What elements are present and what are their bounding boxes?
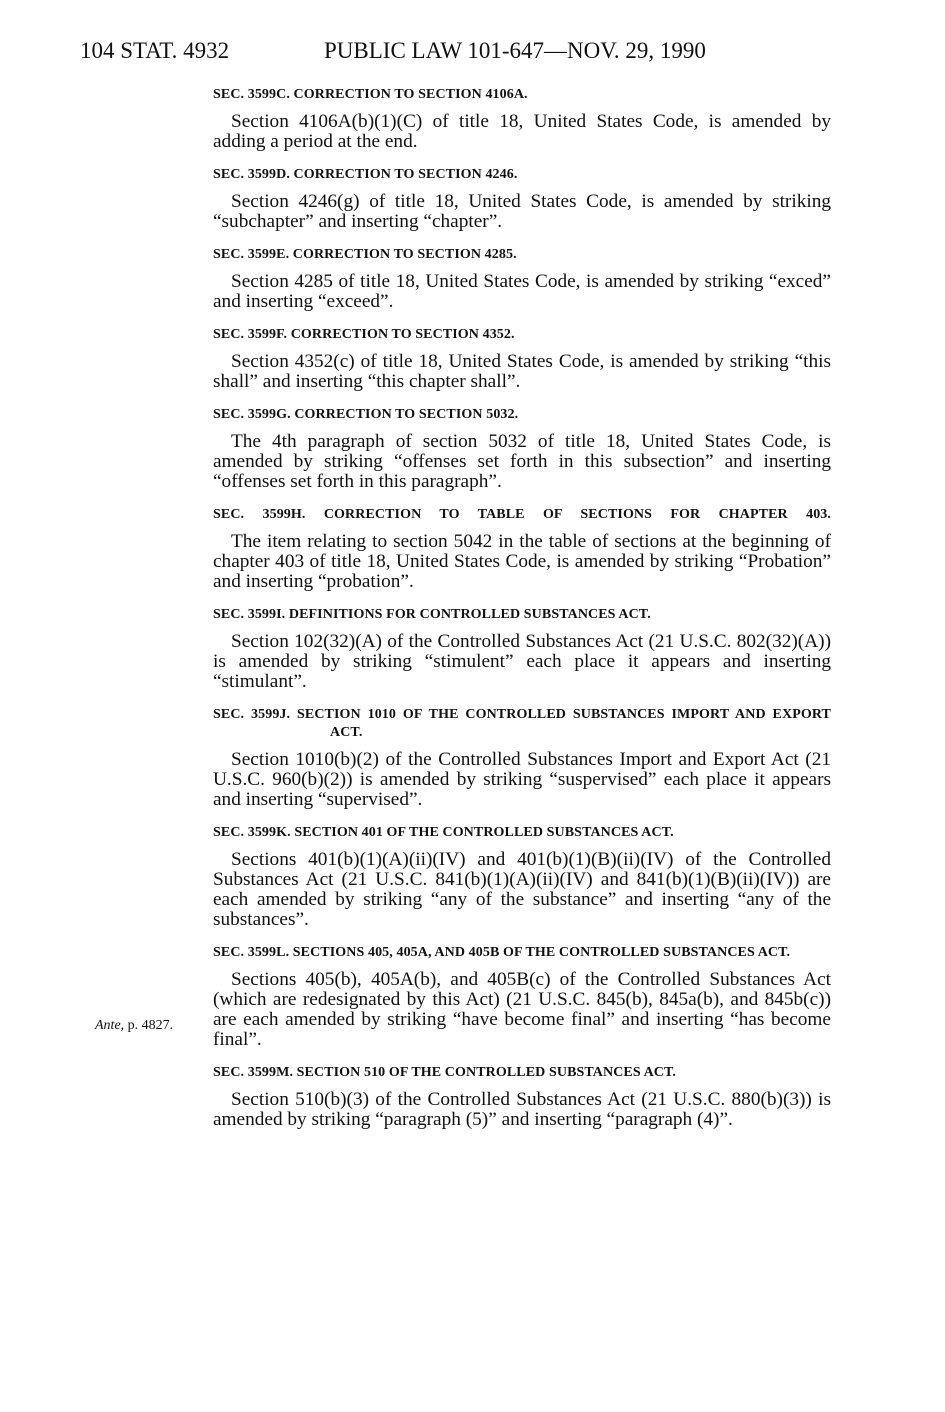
section-text: Section 1010(b)(2) of the Controlled Substances Import and Export Act (21 U.S.C. 960(b)(2)) is amended by striking “suspervised” each place it appears and inserting “supervised”. <box>213 749 831 810</box>
section-heading: SEC. 3599G. CORRECTION TO SECTION 5032. <box>213 407 519 422</box>
section-3599f <box>213 326 831 392</box>
section-3599c <box>213 86 831 152</box>
section-3599m <box>213 1064 831 1130</box>
section-text: Section 4246(g) of title 18, United States Code, is amended by striking “subchapter” and inserting “chapter”. <box>213 191 831 232</box>
section-3599d <box>213 166 831 232</box>
section-text: Section 4352(c) of title 18, United States Code, is amended by striking “this shall” and inserting “this chapter shall”. <box>213 351 831 392</box>
section-text: Sections 401(b)(1)(A)(ii)(IV) and 401(b)(1)(B)(ii)(IV) of the Controlled Substances Act (21 U.S.C. 841(b)(1)(A)(ii)(IV) and 841(b)(1)(B)(ii)(IV)) are each amended by striking “any of the substance” and inserting “any of the substances”. <box>213 849 831 930</box>
stat-page-number: 104 STAT. 4932 <box>80 38 230 63</box>
section-heading: SEC. 3599F. CORRECTION TO SECTION 4352. <box>213 327 515 342</box>
section-text: Sections 405(b), 405A(b), and 405B(c) of the Controlled Substances Act (which are redesignated by this Act) (21 U.S.C. 845(b), 845a(b), and 845b(c)) are each amended by striking “have become final” and inserting “has become final”. <box>213 969 831 1050</box>
running-head <box>80 38 840 68</box>
section-heading: SEC. 3599E. CORRECTION TO SECTION 4285. <box>213 247 517 262</box>
section-text: Section 102(32)(A) of the Controlled Substances Act (21 U.S.C. 802(32)(A)) is amended by striking “stimulent” each place it appears and inserting “stimulant”. <box>213 631 831 692</box>
margin-note <box>95 1018 173 1034</box>
section-text: The item relating to section 5042 in the table of sections at the beginning of chapter 403 of title 18, United States Code, is amended by striking “Probation” and inserting “probation”. <box>213 531 831 592</box>
margin-note-page: p. 4827. <box>127 1018 174 1033</box>
section-3599i <box>213 606 831 692</box>
public-law-citation: PUBLIC LAW 101-647—NOV. 29, 1990 <box>324 38 706 63</box>
section-heading: SEC. 3599C. CORRECTION TO SECTION 4106A. <box>213 87 528 102</box>
section-3599j <box>213 706 831 810</box>
section-text: Section 4106A(b)(1)(C) of title 18, United States Code, is amended by adding a period at the end. <box>213 111 831 152</box>
section-3599l <box>213 944 831 1050</box>
page-body <box>213 86 831 1144</box>
section-heading: SEC. 3599D. CORRECTION TO SECTION 4246. <box>213 167 518 182</box>
margin-note-ante: Ante, <box>95 1018 125 1033</box>
section-heading: SEC. 3599I. DEFINITIONS FOR CONTROLLED SUBSTANCES ACT. <box>213 607 651 622</box>
section-heading: SEC. 3599L. SECTIONS 405, 405A, AND 405B OF THE CONTROLLED SUBSTANCES ACT. <box>213 945 791 960</box>
section-text: Section 510(b)(3) of the Controlled Substances Act (21 U.S.C. 880(b)(3)) is amended by striking “paragraph (5)” and inserting “paragraph (4)”. <box>213 1089 831 1130</box>
section-heading: SEC. 3599K. SECTION 401 OF THE CONTROLLED SUBSTANCES ACT. <box>213 825 674 840</box>
section-text: The 4th paragraph of section 5032 of title 18, United States Code, is amended by striking “offenses set forth in this subsection” and inserting “offenses set forth in this paragraph”. <box>213 431 831 492</box>
section-heading: SEC. 3599H. CORRECTION TO TABLE OF SECTIONS FOR CHAPTER 403. <box>213 507 831 522</box>
section-3599e <box>213 246 831 312</box>
section-heading: SEC. 3599J. SECTION 1010 OF THE CONTROLLED SUBSTANCES IMPORT AND EXPORT ACT. <box>213 707 831 740</box>
section-3599g <box>213 406 831 492</box>
section-heading: SEC. 3599M. SECTION 510 OF THE CONTROLLED SUBSTANCES ACT. <box>213 1065 676 1080</box>
section-text: Section 4285 of title 18, United States Code, is amended by striking “exced” and inserting “exceed”. <box>213 271 831 312</box>
section-3599k <box>213 824 831 930</box>
section-3599h <box>213 506 831 592</box>
